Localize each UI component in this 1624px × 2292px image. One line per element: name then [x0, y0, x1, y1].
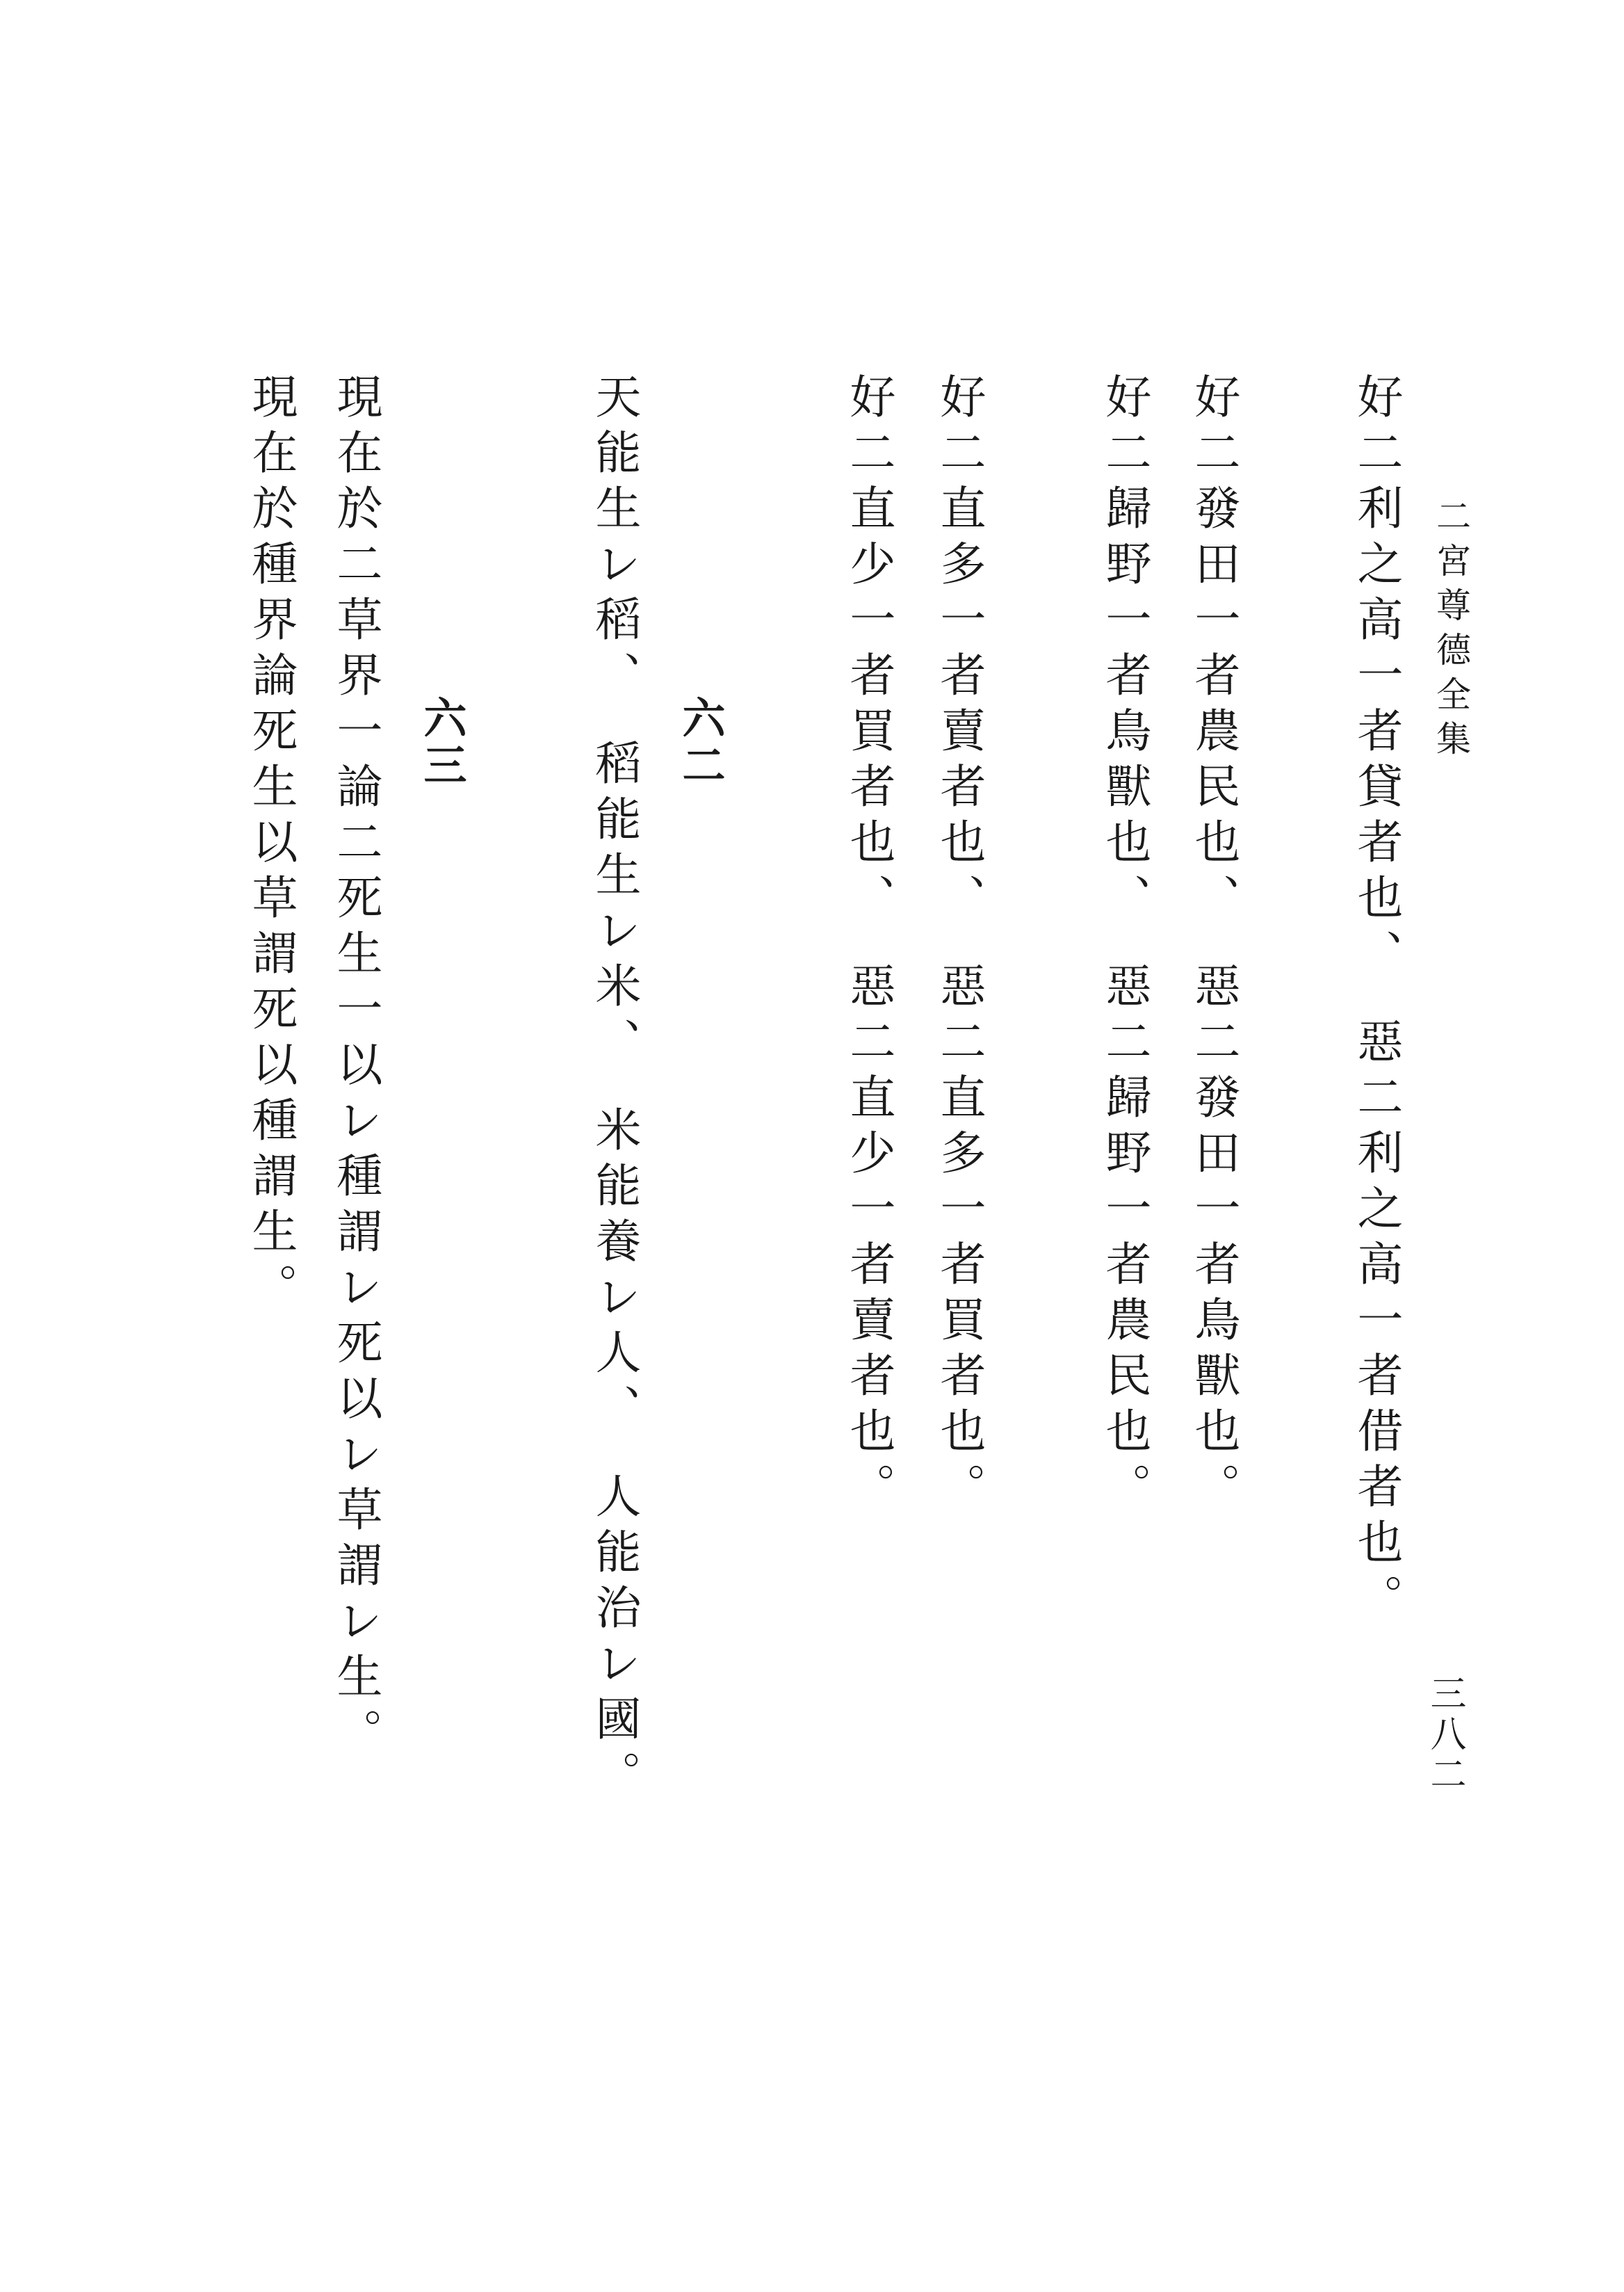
section-number: 六二	[675, 695, 726, 790]
section-number: 六三	[416, 695, 467, 790]
text-line: 好二直多一者賣者也、 惡二直多一者買者也。	[932, 373, 986, 1518]
text-line: 現在於種界論死生以草謂死以種謂生。	[244, 373, 298, 1318]
running-header: 二宮尊德全集	[1431, 498, 1471, 765]
text-line: 好二利之高一者貸者也、 惡二利之高一者借者也。	[1349, 373, 1403, 1629]
text-line: 好二發田一者農民也、 惡二發田一者鳥獸也。	[1187, 373, 1240, 1518]
text-line: 天能生レ稻、 稻能生レ米、 米能養レ人、 人能治レ國。	[587, 373, 641, 1806]
text-line: 好二歸野一者鳥獸也、 惡二歸野一者農民也。	[1098, 373, 1151, 1518]
page-number: 三八二	[1424, 1674, 1465, 1795]
text-line: 現在於二草界一論二死生一以レ種謂レ死以レ草謂レ生。	[329, 373, 382, 1764]
text-line: 好二直少一者買者也、 惡二直少一者賣者也。	[842, 373, 895, 1518]
